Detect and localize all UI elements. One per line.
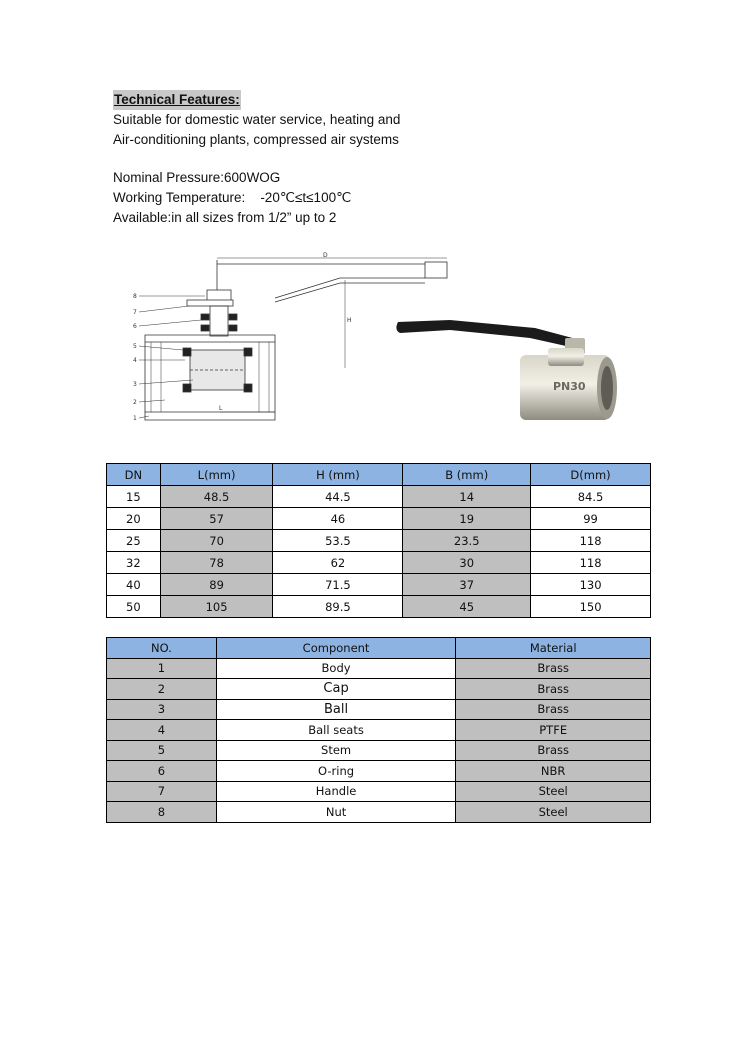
table-cell: 70 [160,530,273,552]
table-cell: NBR [456,761,651,782]
table-cell: 46 [273,508,403,530]
callout-4: 4 [133,357,137,364]
components-table [106,637,651,823]
table-cell: Steel [456,802,651,823]
working-temperature: Working Temperature: -20℃≤t≤100℃ [113,190,352,205]
table-cell: 5 [107,740,217,761]
table-row [107,781,651,802]
dim-d-label: D [323,252,328,259]
col-header: D(mm) [531,464,651,486]
col-header: NO. [107,638,217,659]
table-cell: O-ring [216,761,456,782]
table-cell: Ball seats [216,720,456,741]
table-row [107,486,651,508]
table-cell: Handle [216,781,456,802]
callout-3: 3 [133,381,137,388]
table-row [107,574,651,596]
table-cell: 89.5 [273,596,403,618]
available-sizes: Available:in all sizes from 1/2” up to 2 [113,210,337,225]
table-cell: 19 [403,508,531,530]
table-cell: 3 [107,699,217,720]
table-cell: Brass [456,658,651,679]
table-cell: 130 [531,574,651,596]
col-header: Component [216,638,456,659]
callout-8: 8 [133,293,137,300]
col-header: H (mm) [273,464,403,486]
col-header: L(mm) [160,464,273,486]
table-cell: 15 [107,486,161,508]
table-cell: Body [216,658,456,679]
col-header: B (mm) [403,464,531,486]
dim-h-label: H [347,317,352,324]
table-cell: 20 [107,508,161,530]
dim-l-label: L [219,405,223,412]
table-cell: 30 [403,552,531,574]
body-marking: PN30 [553,380,586,393]
technical-features [113,90,400,228]
callout-5: 5 [133,343,137,350]
table-cell: 32 [107,552,161,574]
table-cell: 53.5 [273,530,403,552]
callout-6: 6 [133,323,137,330]
table-row [107,658,651,679]
table-row [107,552,651,574]
table-row [107,761,651,782]
table-cell: 45 [403,596,531,618]
table-cell: 118 [531,552,651,574]
table-cell: 62 [273,552,403,574]
features-line-1: Suitable for domestic water service, heating and [113,112,401,127]
table-cell: 99 [531,508,651,530]
table-cell: 84.5 [531,486,651,508]
table-cell: 2 [107,679,217,700]
table-cell: 48.5 [160,486,273,508]
table-row [107,720,651,741]
ball-valve-photo [390,300,640,430]
table-cell: 118 [531,530,651,552]
table-row [107,802,651,823]
table-cell: 7 [107,781,217,802]
table-cell: 150 [531,596,651,618]
callout-1: 1 [133,415,137,422]
table-cell: 105 [160,596,273,618]
table-row [107,530,651,552]
callout-7: 7 [133,309,137,316]
table-cell: 89 [160,574,273,596]
table-cell: 4 [107,720,217,741]
table-row [107,508,651,530]
table-cell: Brass [456,679,651,700]
table-cell: Cap [216,679,456,700]
table-cell: 8 [107,802,217,823]
table-cell: 25 [107,530,161,552]
table-cell: 78 [160,552,273,574]
table-cell: 1 [107,658,217,679]
table-cell: 44.5 [273,486,403,508]
nominal-pressure: Nominal Pressure:600WOG [113,170,281,185]
table-cell: 50 [107,596,161,618]
col-header: Material [456,638,651,659]
features-heading: Technical Features: [113,90,241,110]
table-cell: Steel [456,781,651,802]
table-cell: 37 [403,574,531,596]
table-cell: Brass [456,699,651,720]
dimensions-table [106,463,651,618]
table-cell: 40 [107,574,161,596]
table-row [107,596,651,618]
table-cell: 57 [160,508,273,530]
components-header-row [107,638,651,659]
table-cell: Stem [216,740,456,761]
table-row [107,740,651,761]
table-cell: 71.5 [273,574,403,596]
callout-2: 2 [133,399,137,406]
col-header: DN [107,464,161,486]
table-cell: Brass [456,740,651,761]
table-row [107,679,651,700]
table-row [107,699,651,720]
table-cell: PTFE [456,720,651,741]
table-cell: Ball [216,699,456,720]
table-cell: 14 [403,486,531,508]
table-cell: 23.5 [403,530,531,552]
dimensions-header-row [107,464,651,486]
table-cell: Nut [216,802,456,823]
table-cell: 6 [107,761,217,782]
features-line-2: Air-conditioning plants, compressed air systems [113,132,399,147]
